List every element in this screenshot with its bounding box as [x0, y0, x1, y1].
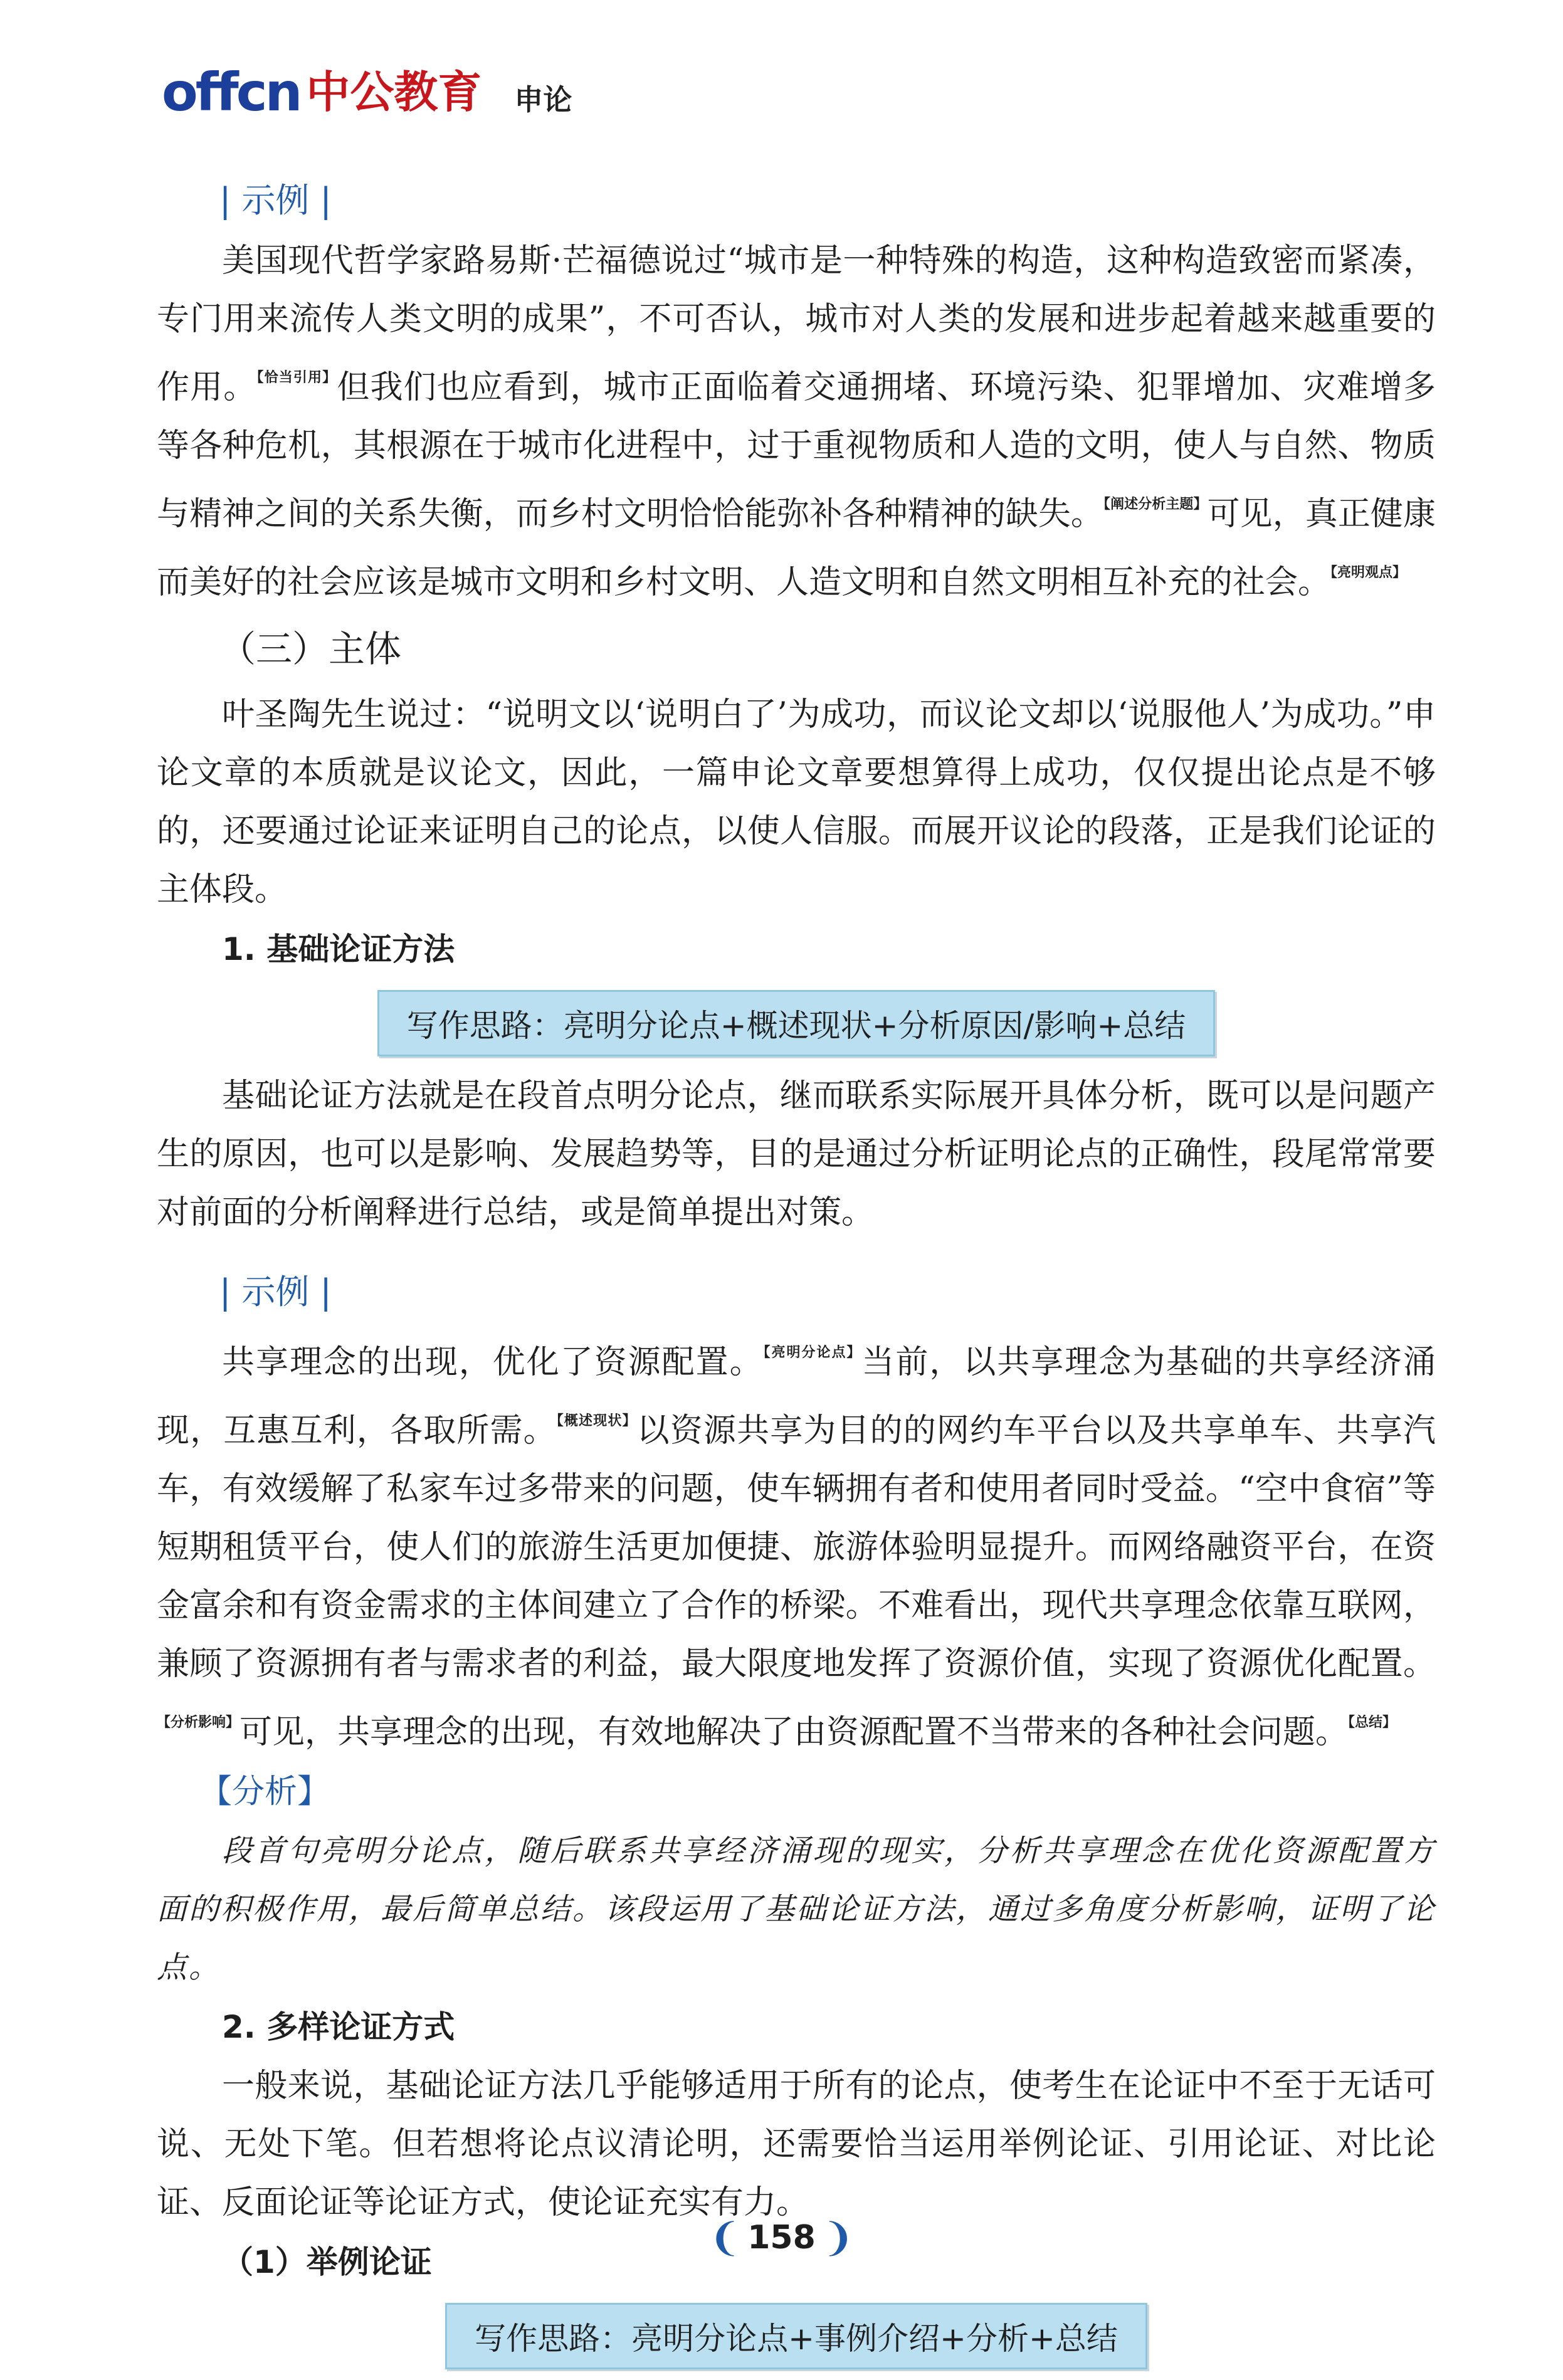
annotation-tag: 【亮明分论点】 — [763, 1345, 862, 1361]
annotation-tag: 【恰当引用】 — [256, 370, 337, 386]
section-heading: （三）主体 — [219, 628, 402, 670]
annotation-tag: 【分析影响】 — [157, 1715, 240, 1730]
writing-approach-box: 写作思路：亮明分论点+事例介绍+分析+总结 — [445, 2303, 1147, 2369]
annotation-tag: 【阐述分析主题】 — [1103, 497, 1208, 512]
writing-approach-box-row — [157, 2292, 1436, 2380]
page-number: 158 — [747, 2219, 816, 2256]
laurel-left-icon: ❨ — [708, 2214, 742, 2260]
example-label: | 示例 | — [219, 1272, 332, 1312]
writing-approach-box: 写作思路：亮明分论点+概述现状+分析原因/影响+总结 — [377, 990, 1216, 1056]
offcn-logo-chinese: 中公教育 — [306, 66, 482, 118]
subsubsection-heading: （1）举例论证 — [222, 2244, 432, 2280]
section-intro-paragraph: 叶圣陶先生说过：“说明文以‘说明白了’为成功，而议论文却以‘说服他人’为成功。”申论文章的本质就是议论文，因此，一篇申论文章要想算得上成功，仅仅提出论点是不够的，还要通过论证来证明自己的论点，以使人信服。而展开议论的段落，正是我们论证的主体段。 — [157, 696, 1436, 908]
page-content — [157, 169, 1436, 2380]
laurel-right-icon: ❩ — [821, 2214, 855, 2260]
subsection-heading: 2. 多样论证方式 — [222, 2009, 455, 2045]
offcn-logo: offcn — [162, 61, 300, 123]
subject-title: 申论 — [514, 83, 572, 117]
analysis-paragraph: 段首句亮明分论点，随后联系共享经济涌现的现实，分析共享理念在优化资源配置方面的积极作用，最后简单总结。该段运用了基础论证方法，通过多角度分析影响，证明了论点。 — [157, 1833, 1436, 1985]
annotation-tag: 【亮明观点】 — [1330, 565, 1407, 581]
annotation-tag: 【总结】 — [1348, 1715, 1397, 1730]
method-description-paragraph: 基础论证方法就是在段首点明分论点，继而联系实际展开具体分析，既可以是问题产生的原因，也可以是影响、发展趋势等，目的是通过分析证明论点的正确性，段尾常常要对前面的分析阐释进行总结，或是简单提出对策。 — [157, 1077, 1436, 1231]
method-description-paragraph: 一般来说，基础论证方法几乎能够适用于所有的论点，使考生在论证中不至于无话可说、无处下笔。但若想将论点议清论明，还需要恰当运用举例论证、引用论证、对比论证、反面论证等论证方式，使论证充实有力。 — [157, 2067, 1436, 2221]
example-paragraph: 美国现代哲学家路易斯·芒福德说过“城市是一种特殊的构造，这种构造致密而紧凑，专门用来流传人类文明的成果”，不可否认，城市对人类的发展和进步起着越来越重要的作用。$^{【恰当引用】}$但我们也应看到，城市正面临着交通拥堵、环境污染、犯罪增加、灾难增多等各种危机，其根源在于城市化进程中，过于重视物质和人造的文明，使人与自然、物质与精神之间的关系失衡，而乡村文明恰恰能弥补各种精神的缺失。$^{【阐述分析主题】}$可见，真正健康而美好的社会应该是城市文明和乡村文明、人造文明和自然文明相互补充的社会。$^{【亮明观点】}$ — [157, 242, 1436, 601]
page-header — [162, 58, 572, 127]
analysis-label: 【分析】 — [199, 1773, 330, 1811]
example-label: | 示例 | — [219, 181, 332, 220]
page-footer — [0, 2214, 1563, 2260]
example-paragraph: 共享理念的出现，优化了资源配置。$^{【亮明分论点】}$当前，以共享理念为基础的共享经济涌现，互惠互利，各取所需。$^{【概述现状】}$以资源共享为目的的网约车平台以及共享单车、共享汽车，有效缓解了私家车过多带来的问题，使车辆拥有者和使用者同时受益。“空中食宿”等短期租赁平台，使人们的旅游生活更加便捷、旅游体验明显提升。而网络融资平台，在资金富余和有资金需求的主体间建立了合作的桥梁。不难看出，现代共享理念依靠互联网，兼顾了资源拥有者与需求者的利益，最大限度地发挥了资源价值，实现了资源优化配置。$^{【分析影响】}$可见，共享理念的出现，有效地解决了由资源配置不当带来的各种社会问题。$^{【总结】}$ — [157, 1344, 1436, 1751]
annotation-tag: 【概述现状】 — [556, 1413, 637, 1429]
subsection-heading: 1. 基础论证方法 — [222, 931, 455, 967]
writing-approach-box-row — [157, 979, 1436, 1067]
